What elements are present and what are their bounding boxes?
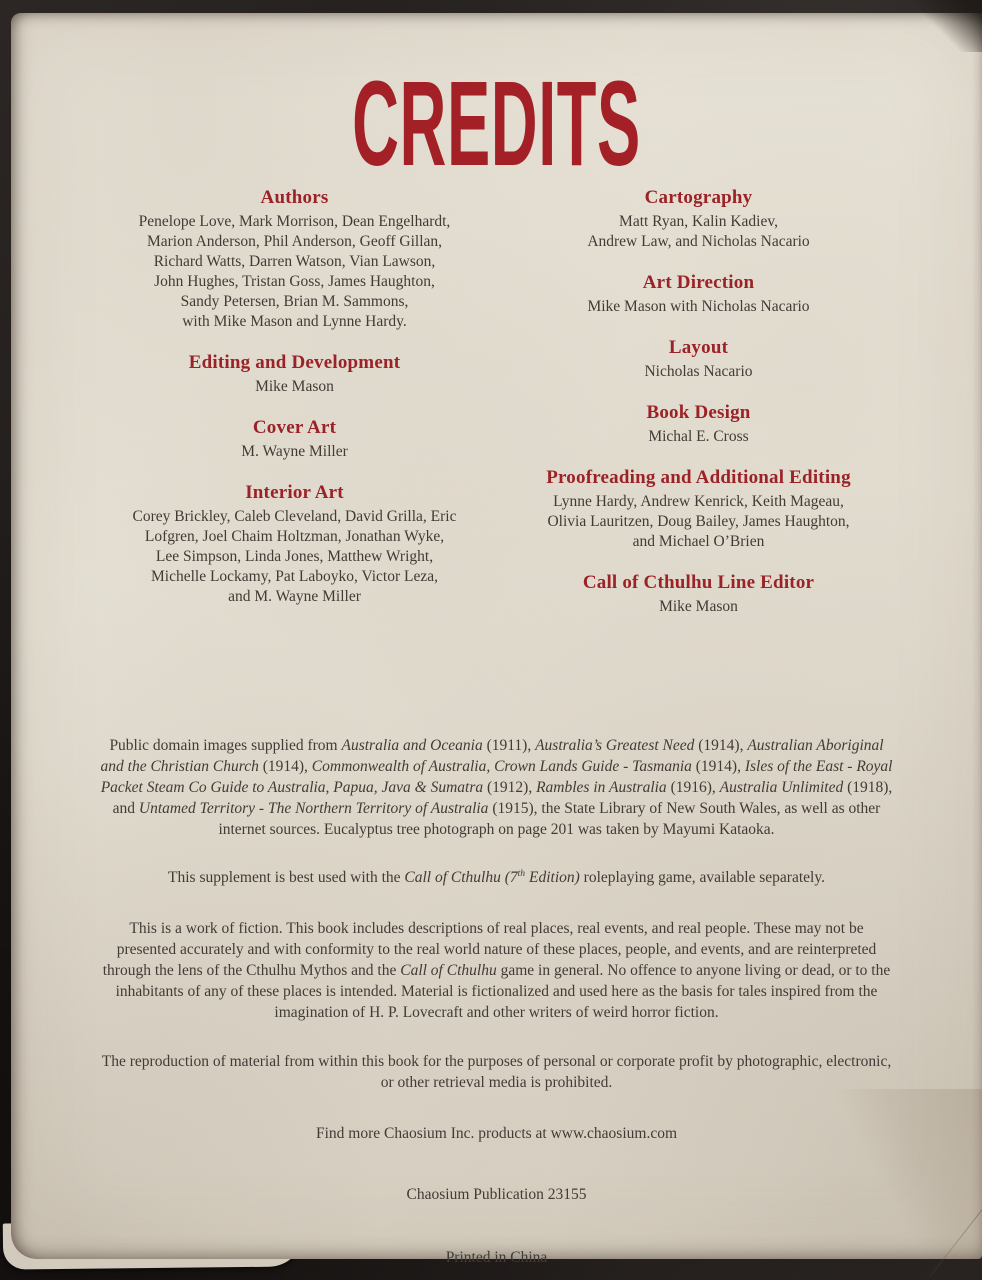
credit-section-book-design: [509, 402, 889, 447]
section-heading: Art Direction: [642, 272, 755, 293]
find-more: Find more Chaosium Inc. products at www.chaosium.com: [315, 1125, 678, 1142]
credit-names-line: Andrew Law, and Nicholas Nacario: [587, 233, 810, 250]
supplement-note: This supplement is best used with the Call of Cthulhu (7th Edition) roleplaying game, available separately.: [168, 867, 825, 886]
section-heading: Cartography: [644, 187, 753, 208]
credits-column-right: [509, 187, 889, 637]
credits-page-paper: [11, 13, 982, 1266]
credit-names-line: Sandy Petersen, Brian M. Sammons,: [180, 293, 409, 310]
credit-names-line: Lofgren, Joel Chaim Holtzman, Jonathan Wyke,: [144, 528, 445, 545]
section-heading: Authors: [260, 187, 329, 208]
credit-names-line: Lee Simpson, Linda Jones, Matthew Wright,: [155, 548, 434, 565]
credit-names-line: and Michael O’Brien: [632, 533, 765, 550]
credits-columns: [105, 187, 889, 637]
credit-section-call-of-cthulhu-line-editor: [509, 572, 889, 617]
credit-names-line: John Hughes, Tristan Goss, James Haughton,: [154, 273, 435, 290]
fiction-disclaimer: This is a work of fiction. This book includes descriptions of real places, real events, and real people. These may not be presented accurately and with conformity to the real world nature of these places, people, and events, and are reinterpreted through the lens of the Cthulhu Mythos and the Call of Cthulhu game in general. No offence to anyone living or dead, or to the inhabitants of any of these places is intended. Material is fictionalized and used here as the basis for tales inspired from the imagination of H. P. Lovecraft and other writers of weird horror fiction.: [102, 920, 891, 1021]
credit-names-line: Michelle Lockamy, Pat Laboyko, Victor Leza,: [150, 568, 438, 585]
credit-names-line: Nicholas Nacario: [644, 363, 753, 380]
credit-names-line: M. Wayne Miller: [241, 443, 348, 460]
section-heading: Editing and Development: [188, 352, 401, 373]
reproduction-notice: The reproduction of material from within this book for the purposes of personal or corporate profit by photographic, electronic, or other retrieval media is prohibited.: [101, 1053, 892, 1091]
credit-names-line: Mike Mason: [659, 598, 738, 615]
credit-section-proofreading-and-additional-editing: [509, 467, 889, 552]
credit-names-line: Lynne Hardy, Andrew Kenrick, Keith Mageau,: [553, 493, 844, 510]
credit-names-line: Mike Mason with Nicholas Nacario: [587, 298, 810, 315]
credit-names-line: Marion Anderson, Phil Anderson, Geoff Gillan,: [146, 233, 443, 250]
legal-text-block: [11, 735, 982, 1268]
credit-names-line: Penelope Love, Mark Morrison, Dean Engelhardt,: [138, 213, 451, 230]
section-heading: Book Design: [646, 402, 751, 423]
credits-column-left: [105, 187, 485, 637]
credit-names-line: Matt Ryan, Kalin Kadiev,: [619, 213, 778, 230]
credit-section-cartography: [509, 187, 889, 252]
credit-names-line: Michal E. Cross: [648, 428, 749, 445]
printed-in: Printed in China: [445, 1249, 548, 1266]
credit-section-layout: [509, 337, 889, 382]
credit-names-line: Mike Mason: [255, 378, 334, 395]
section-heading: Cover Art: [252, 417, 337, 438]
publication-number: Chaosium Publication 23155: [406, 1186, 587, 1203]
section-heading: Proofreading and Additional Editing: [546, 467, 851, 488]
page-title-text: CREDITS: [352, 56, 641, 192]
image-sources: Public domain images supplied from Australia and Oceania (1911), Australia’s Greatest Need (1914), Australian Aboriginal and the Christian Church (1914), Commonwealth of Australia, Crown Lands Guide - Tasmania (1914), Isles of the East - Royal Packet Steam Co Guide to Australia, Papua, Java & Sumatra (1912), Rambles in Australia (1916), Australia Unlimited (1918), and Untamed Territory - The Northern Territory of Australia (1915), the State Library of New South Wales, as well as other internet sources. Eucalyptus tree photograph on page 201 was taken by Mayumi Kataoka.: [100, 737, 893, 838]
page-title: [11, 56, 982, 192]
credit-names-line: with Mike Mason and Lynne Hardy.: [182, 313, 407, 330]
credit-section-interior-art: [105, 482, 485, 607]
credit-names-line: and M. Wayne Miller: [228, 588, 361, 605]
credit-names-line: Corey Brickley, Caleb Cleveland, David Grilla, Eric: [132, 508, 457, 525]
credit-section-art-direction: [509, 272, 889, 317]
credit-names-line: Richard Watts, Darren Watson, Vian Lawson,: [153, 253, 436, 270]
section-heading: Layout: [668, 337, 729, 358]
credit-section-cover-art: [105, 417, 485, 462]
section-heading: Interior Art: [245, 482, 344, 503]
credit-section-authors: [105, 187, 485, 332]
credit-section-editing-and-development: [105, 352, 485, 397]
credit-names-line: Olivia Lauritzen, Doug Bailey, James Haughton,: [547, 513, 850, 530]
section-heading: Call of Cthulhu Line Editor: [582, 572, 815, 593]
legal-paragraphs: [11, 735, 982, 1268]
